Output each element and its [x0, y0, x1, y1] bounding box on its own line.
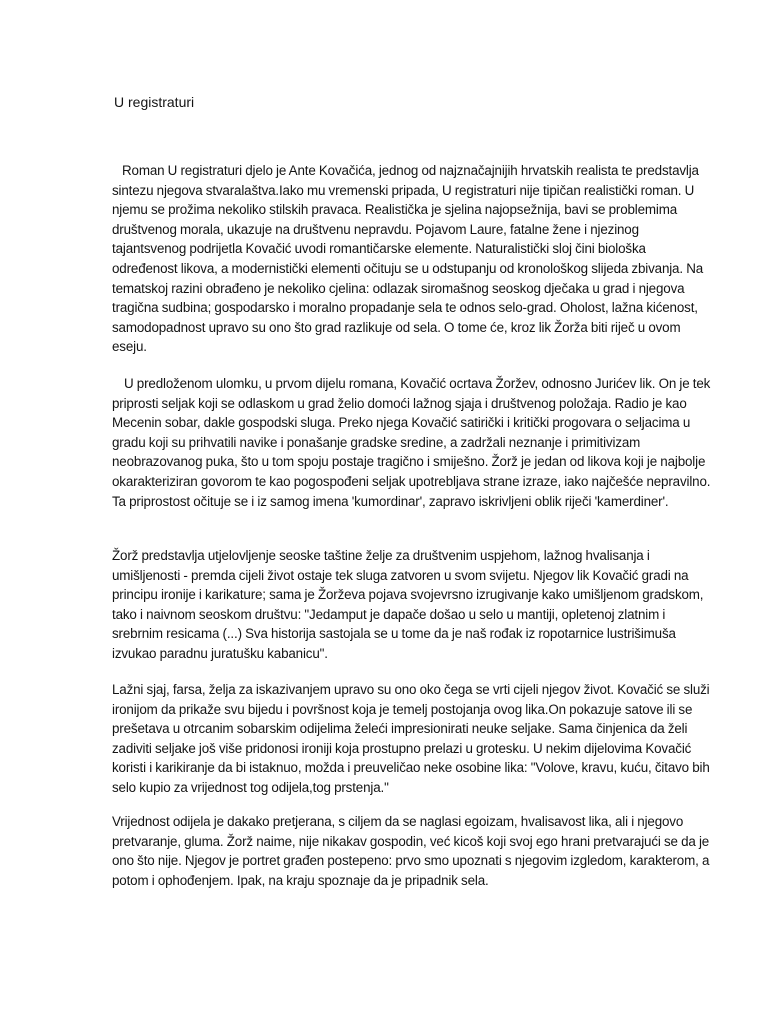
paragraph-false-glamour: Lažni sjaj, farsa, želja za iskazivanjem upravo su ono oko čega se vrti cijeli njegov život. Kovačić se služi ironijom da prikaže svu bijedu i površnost koja je temelj postojanja ovog lika.On pokazuje satove ili se prešetava u otrcanim sobarskim odijelima želeći impresionirati neuke seljake. Sama činjenica da želi zadiviti seljake još više pridonosi ironiji koja prostupno prelazi u grotesku. U nekim dijelovima Kovačić koristi i karikiranje da bi istaknuo, možda i preuveličao neke osobine lika: "Volove, kravu, kuću, čitavo bih selo kupio za vrijednost tog odijela,tog prstenja." — [112, 682, 710, 795]
document-title: U registraturi — [114, 94, 195, 110]
paragraph-irony-caricature: Žorž predstavlja utjelovljenje seoske taštine želje za društvenim uspjehom, lažnog hvalisanja i umišljenosti - premda cijeli život ostaje tek sluga zatvoren u svom svijetu. Njegov lik Kovačić gradi na principu ironije i karikature; sama je Žorževa pojava svojevrsno izrugivanje kako umišljenom gradskom, tako i naivnom seoskom društvu: "Jedamput je dapače došao u selo u mantiji, opletenoj zlatnim i srebrnim resicama (...) Sva historija sastojala se u tome da je naš rođak iz ropotarnice lustrišimuša izvukao paradnu juratušku kabanicu". — [112, 548, 704, 661]
paragraph-suit-value: Vrijednost odijela je dakako pretjerana, s ciljem da se naglasi egoizam, hvalisavost lika, ali i njegovo pretvaranje, gluma. Žorž naime, nije nikakav gospodin, već kicoš koji svoj ego hrani pretvarajući se da je ono što nije. Njegov je portret građen postepeno: prvo smo upoznati s njegovim izgledom, karakterom, a potom i ophođenjem. Ipak, na kraju spoznaje da je pripadnik sela. — [112, 814, 710, 888]
paragraph-zorz-character: U predloženom ulomku, u prvom dijelu romana, Kovačić ocrtava Žoržev, odnosno Jurićev lik. On je tek priprosti seljak koji se odlaskom u grad želio domoći lažnog sjaja i društvenog položaja. Radio je kao Mecenin sobar, dakle gospodski sluga. Preko njega Kovačić satirički i kritički progovara o seljacima u gradu koji su prihvatili navike i ponašanje gradske sredine, a zadržali neznanje i primitivizam neobrazovanog puka, što u tom spoju postaje tragično i smiješno. Žorž je jedan od likova koji je najbolje okarakteriziran govorom te kao pogospođeni seljak upotrebljava strane izraze, iako najčešće nepravilno. Ta priprostost očituje se i iz samog imena 'kumordinar', zapravo iskrivljeni oblik riječi 'kamerdiner'. — [112, 376, 711, 509]
paragraph-introduction: Roman U registraturi djelo je Ante Kovačića, jednog od najznačajnijih hrvatskih realista te predstavlja sintezu njegova stvaralaštva.Iako mu vremenski pripada, U registraturi nije tipičan realistički roman. U njemu se prožima nekoliko stilskih pravaca. Realistička je sjelina najopsežnija, bavi se problemima društvenog morala, ukazuje na društvenu nepravdu. Pojavom Laure, fatalne žene i njezinog tajantsvenog podrijetla Kovačić uvodi romantičarske elemente. Naturalistički sloj čini biološka određenost likova, a modernistički elementi očituju se u odstupanju od kronološkog slijeda zbivanja. Na tematskoj razini obrađeno je nekoliko cjelina: odlazak siromašnog seoskog dječaka u grad i njegova tragična sudbina; gospodarsko i moralno propadanje sela te odnos selo-grad. Oholost, lažna kićenost, samodopadnost upravo su ono što grad razlikuje od sela. O tome će, kroz lik Žorža biti riječ u ovom eseju. — [112, 163, 704, 355]
